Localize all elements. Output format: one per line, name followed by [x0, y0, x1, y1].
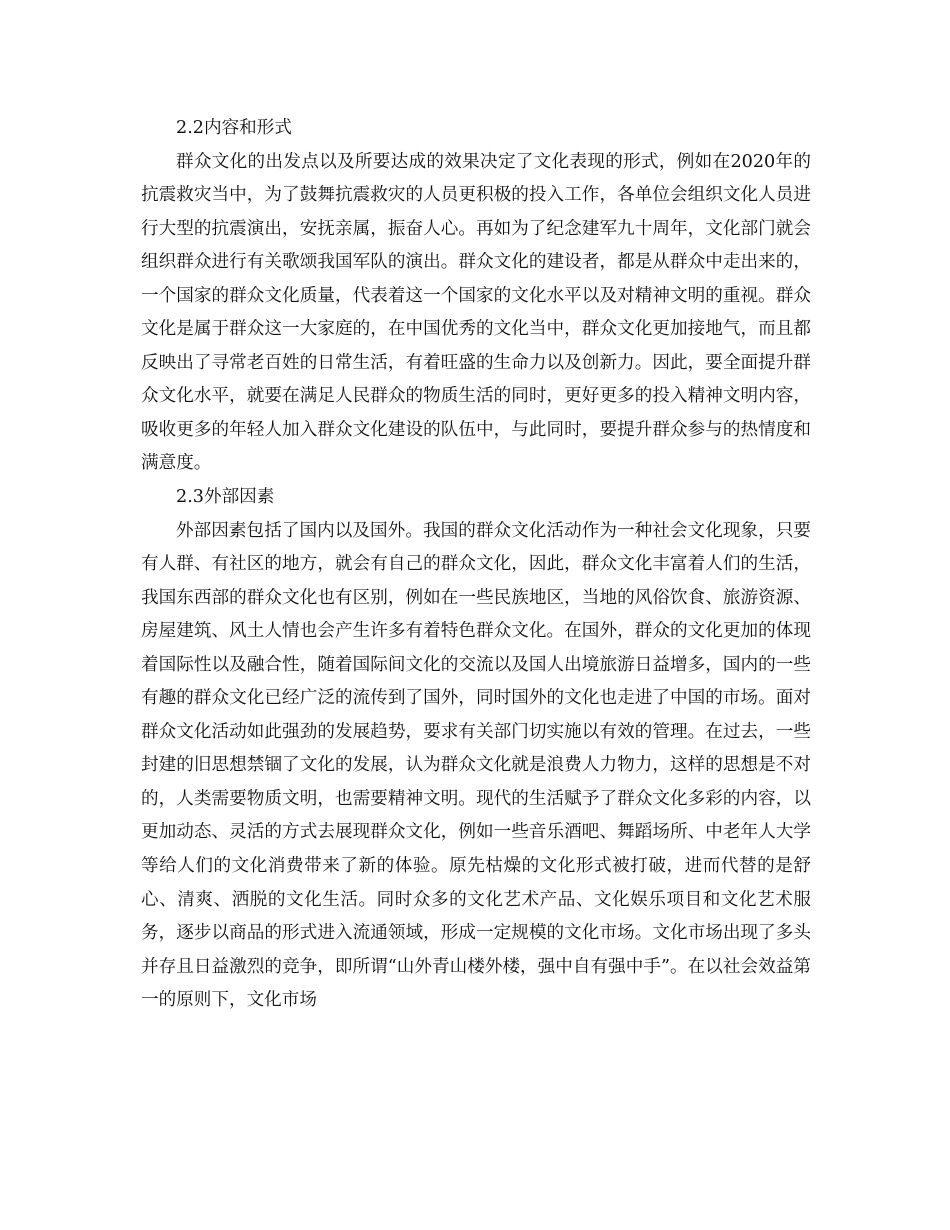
- section-paragraph-2-3: 外部因素包括了国内以及国外。我国的群众文化活动作为一种社会文化现象，只要有人群、有社区的地方，就会有自己的群众文化，因此，群众文化丰富着人们的生活，我国东西部的群众文化也有区别，例如在一些民族地区，当地的风俗饮食、旅游资源、房屋建筑、风土人情也会产生许多有着特色群众文化。在国外，群众的文化更加的体现着国际性以及融合性，随着国际间文化的交流以及国人出境旅游日益增多，国内的一些有趣的群众文化已经广泛的流传到了国外，同时国外的文化也走进了中国的市场。面对群众文化活动如此强劲的发展趋势，要求有关部门切实施以有效的管理。在过去，一些封建的旧思想禁锢了文化的发展，认为群众文化就是浪费人力物力，这样的思想是不对的，人类需要物质文明，也需要精神文明。现代的生活赋予了群众文化多彩的内容，以更加动态、灵活的方式去展现群众文化，例如一些音乐酒吧、舞蹈场所、中老年人大学等给人们的文化消费带来了新的体验。原先枯燥的文化形式被打破，进而代替的是舒心、清爽、洒脱的文化生活。同时众多的文化艺术产品、文化娱乐项目和文化艺术服务，逐步以商品的形式进入流通领域，形成一定规模的文化市场。文化市场出现了多头并存且日益激烈的竞争，即所谓“山外青山楼外楼，强中自有强中手”。在以社会效益第一的原则下，文化市场: [141, 520, 811, 1011]
- section-heading-2-2: 2.2内容和形式: [176, 118, 292, 138]
- document-page: [141, 112, 811, 1018]
- section-paragraph-2-2: 群众文化的出发点以及所要达成的效果决定了文化表现的形式，例如在2020年的抗震救灾当中，为了鼓舞抗震救灾的人员更积极的投入工作，各单位会组织文化人员进行大型的抗震演出，安抚亲属，振奋人心。再如为了纪念建军九十周年，文化部门就会组织群众进行有关歌颂我国军队的演出。群众文化的建设者，都是从群众中走出来的，一个国家的群众文化质量，代表着这一个国家的文化水平以及对精神文明的重视。群众文化是属于群众这一大家庭的，在中国优秀的文化当中，群众文化更加接地气，而且都反映出了寻常老百姓的日常生活，有着旺盛的生命力以及创新力。因此，要全面提升群众文化水平，就要在满足人民群众的物质生活的同时，更好更多的投入精神文明内容，吸收更多的年轻人加入群众文化建设的队伍中，与此同时，要提升群众参与的热情度和满意度。: [141, 151, 811, 474]
- section-heading-2-3: 2.3外部因素: [176, 487, 275, 508]
